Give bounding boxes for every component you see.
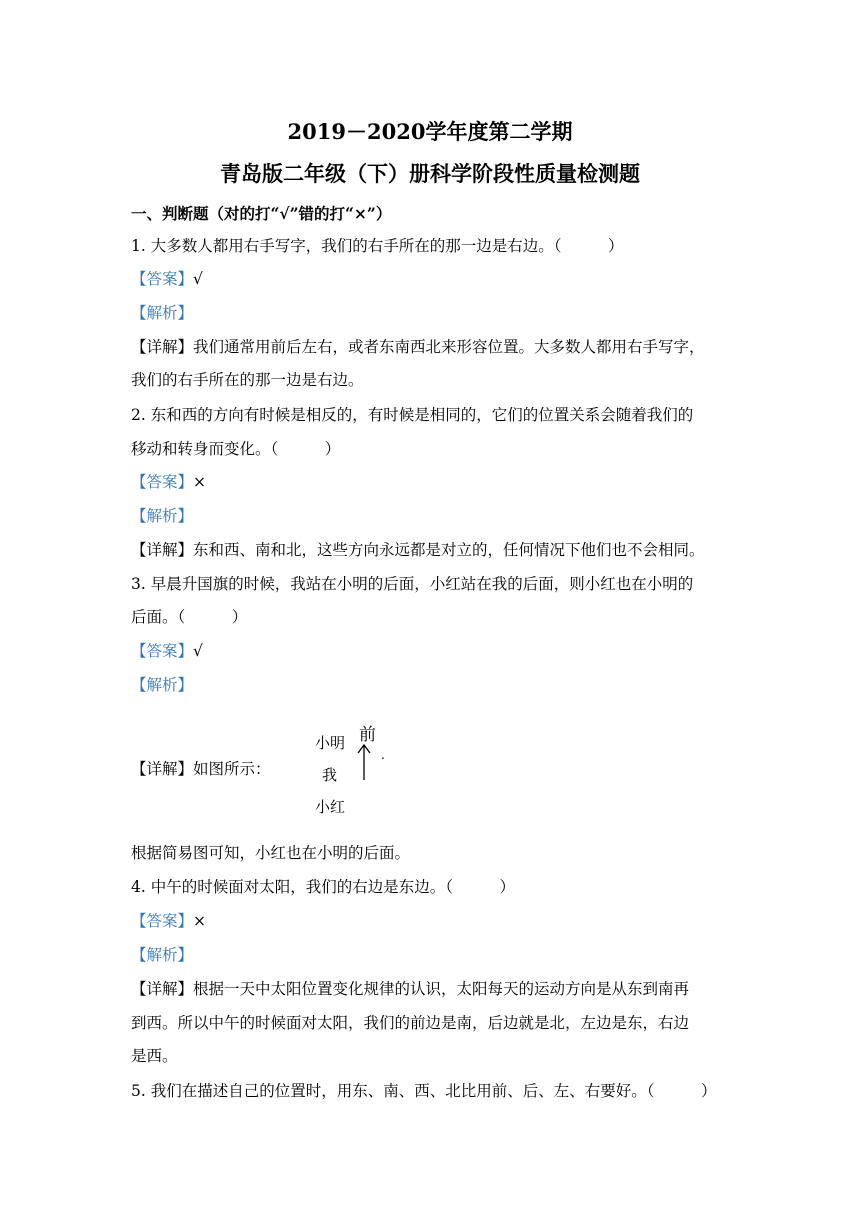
text-line: 2. 东和西的方向有时候是相反的，有时候是相同的，它们的位置关系会随着我们的 — [131, 406, 694, 424]
answer-tag: 【答案】 — [131, 642, 194, 660]
detail-tag: 【详解】 — [131, 541, 194, 559]
text-line: 4. 中午的时候面对太阳，我们的右边是东边。（ ） — [131, 878, 515, 896]
answer-tag: 【解析】 — [131, 676, 194, 694]
label-me: 我 — [322, 766, 338, 784]
tag-line — [131, 505, 193, 527]
text-line: 到西。所以中午的时候面对太阳，我们的前边是南，后边就是北，左边是东，右边 — [131, 1014, 690, 1032]
tag-line — [131, 471, 206, 493]
label-front: 前 — [359, 725, 376, 745]
line-text: × — [193, 473, 207, 491]
text-line: 我们的右手所在的那一边是右边。 — [131, 371, 364, 389]
tag-line — [131, 674, 193, 696]
line-text: √ — [193, 642, 203, 660]
line-text: 东和西、南和北，这些方向永远都是对立的，任何情况下他们也不会相同。 — [193, 541, 705, 559]
text-line: 根据简易图可知，小红也在小明的后面。 — [131, 844, 411, 862]
detail-line — [131, 978, 689, 1000]
section-heading: 一、判断题（对的打“√”错的打“×”） — [131, 204, 392, 223]
text-line: 后面。（ ） — [131, 608, 248, 626]
text-line: 5. 我们在描述自己的位置时，用东、南、西、北比用前、后、左、右要好。（ ） — [131, 1082, 717, 1100]
label-dot: . — [381, 748, 385, 762]
line-text: 如图所示： — [193, 760, 271, 778]
document-subtitle: 青岛版二年级（下）册科学阶段性质量检测题 — [220, 161, 640, 186]
tag-line — [131, 640, 203, 662]
detail-tag: 【详解】 — [131, 980, 194, 998]
tag-line — [131, 268, 203, 290]
line-text: 根据一天中太阳位置变化规律的认识，太阳每天的运动方向是从东到南再 — [193, 980, 690, 998]
label-xiaohong: 小红 — [315, 798, 346, 816]
document-title: 2019－2020学年度第二学期 — [287, 119, 573, 144]
line-text: × — [193, 912, 207, 930]
tag-line — [131, 944, 193, 966]
line-text: 我们通常用前后左右，或者东南西北来形容位置。大多数人都用右手写字， — [193, 338, 705, 356]
detail-line — [131, 758, 271, 780]
label-xiaoming: 小明 — [315, 734, 346, 752]
text-line: 3. 早晨升国旗的时候，我站在小明的后面，小红站在我的后面，则小红也在小明的 — [131, 575, 694, 593]
line-text: √ — [193, 270, 203, 288]
detail-line — [131, 336, 705, 358]
answer-tag: 【答案】 — [131, 270, 194, 288]
text-line: 移动和转身而变化。（ ） — [131, 440, 341, 458]
arrow-up-icon — [356, 742, 372, 782]
answer-tag: 【答案】 — [131, 912, 194, 930]
text-line: 1. 大多数人都用右手写字，我们的右手所在的那一边是右边。（ ） — [131, 237, 624, 255]
position-diagram — [300, 716, 400, 826]
tag-line — [131, 910, 206, 932]
detail-tag: 【详解】 — [131, 338, 194, 356]
detail-line — [131, 539, 705, 561]
answer-tag: 【解析】 — [131, 507, 194, 525]
answer-tag: 【解析】 — [131, 946, 194, 964]
answer-tag: 【解析】 — [131, 304, 194, 322]
answer-tag: 【答案】 — [131, 473, 194, 491]
text-line: 是西。 — [131, 1047, 178, 1065]
tag-line — [131, 302, 193, 324]
detail-tag: 【详解】 — [131, 760, 194, 778]
